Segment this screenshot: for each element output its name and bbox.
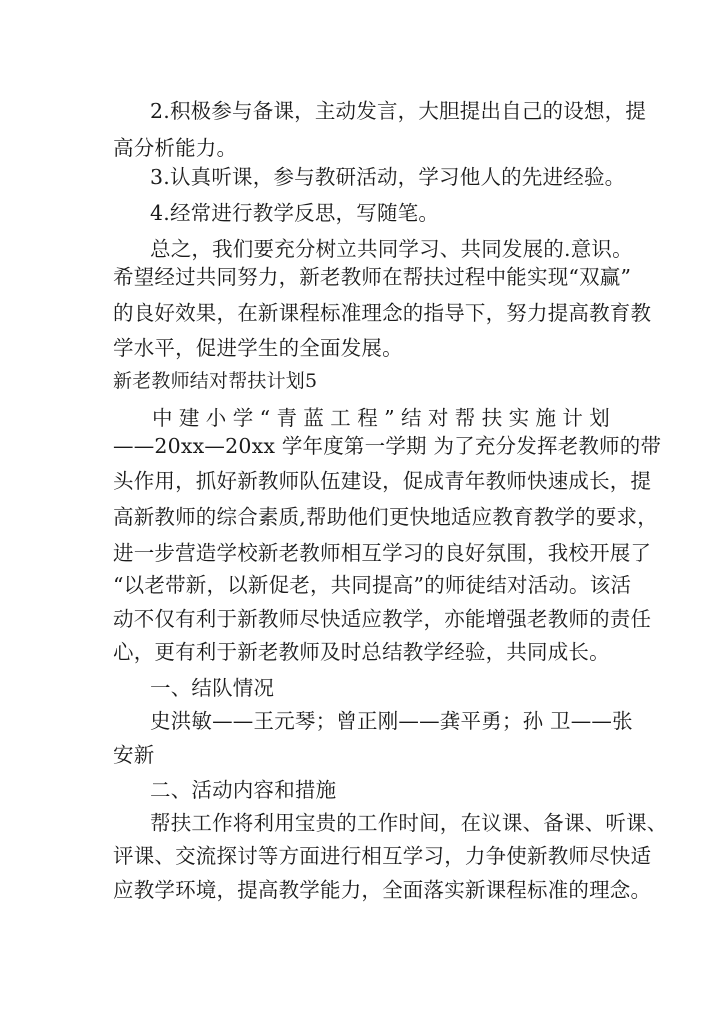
paragraph-line-8: 学水平，促进学生的全面发展。 (113, 336, 403, 360)
paragraph-line-5: 总之，我们要充分树立共同学习、共同发展的.意识。 (150, 237, 633, 261)
paragraph-line-24: 应教学环境，提高教学能力，全面落实新课程标准的理念。 (113, 878, 652, 902)
heading-team-status: 一、结队情况 (150, 676, 275, 700)
paragraph-line-12: 头作用，抓好新教师队伍建设，促成青年教师快速成长，提 (113, 469, 652, 493)
paragraph-line-13: 高新教师的综合素质,帮助他们更快地适应教育教学的要求， (113, 505, 658, 529)
paragraph-line-23: 评课、交流探讨等方面进行相互学习，力争使新教师尽快适 (113, 844, 652, 868)
paragraph-line-16: 动不仅有利于新教师尽快适应教学，亦能增强老教师的责任 (113, 607, 652, 631)
paragraph-line-20: 安新 (113, 743, 155, 767)
paragraph-line-19: 史洪敏——王元琴；曾正刚——龚平勇；孙 卫——张 (150, 709, 633, 733)
section-title: 新老教师结对帮扶计划5 (113, 370, 318, 392)
paragraph-line-11: ——20xx—20xx 学年度第一学期 为了充分发挥老教师的带 (113, 434, 662, 458)
paragraph-line-4: 4.经常进行教学反思，写随笔。 (150, 201, 440, 225)
paragraph-line-6: 希望经过共同努力，新老教师在帮扶过程中能实现“双赢” (113, 265, 632, 289)
paragraph-line-7: 的良好效果，在新课程标准理念的指导下，努力提高教育教 (113, 301, 652, 325)
paragraph-line-15: “以老带新，以新促老，共同提高”的师徒结对活动。该活 (113, 573, 632, 597)
paragraph-line-1: 2.积极参与备课，主动发言，大胆提出自己的设想，提 (150, 99, 647, 123)
plan-title: 中建小学“青蓝工程”结对帮扶实施计划 (152, 406, 610, 430)
paragraph-line-3: 3.认真听课，参与教研活动，学习他人的先进经验。 (150, 165, 626, 189)
paragraph-line-14: 进一步营造学校新老教师相互学习的良好氛围，我校开展了 (113, 541, 652, 565)
heading-activities: 二、活动内容和措施 (150, 778, 337, 802)
paragraph-line-22: 帮扶工作将利用宝贵的工作时间，在议课、备课、听课、 (150, 811, 668, 835)
paragraph-line-17: 心，更有利于新老教师及时总结教学经验，共同成长。 (113, 640, 610, 664)
paragraph-line-2: 高分析能力。 (113, 136, 238, 160)
